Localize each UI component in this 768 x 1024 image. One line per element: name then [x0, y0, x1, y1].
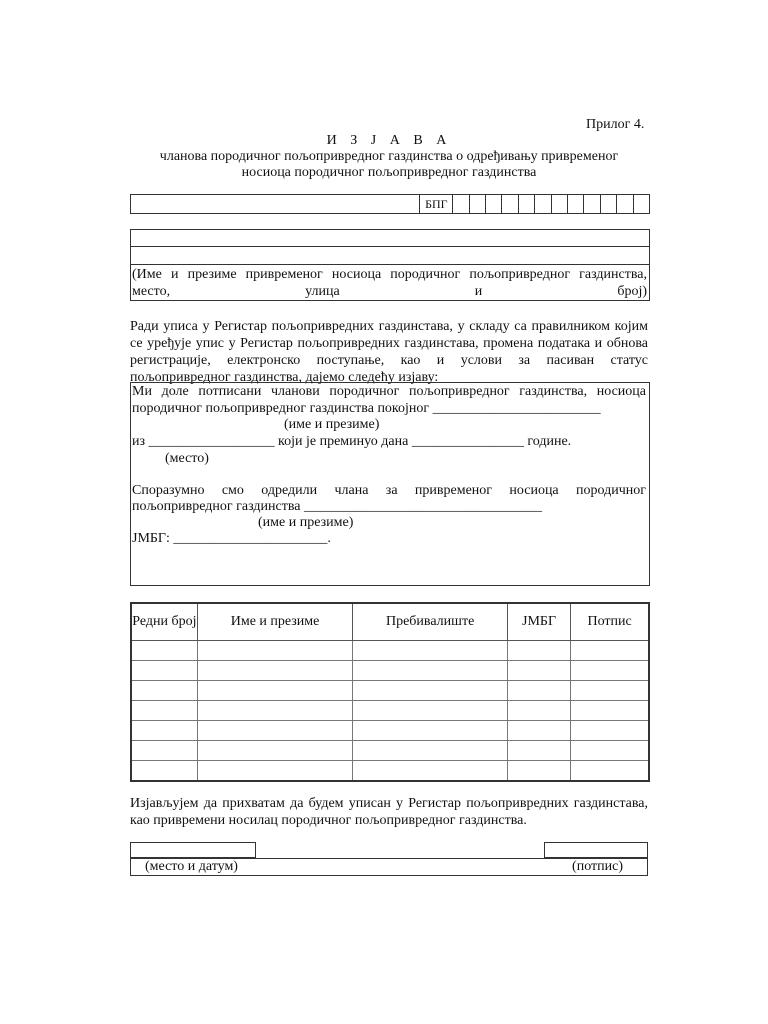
acceptance-statement: Изјављујем да прихватам да будем уписан у Регистар пољопривредних газдинстава, као привремени носилац породичног пољопривредног газдинства. [130, 796, 648, 828]
table-header-row [131, 603, 649, 641]
table-cell[interactable] [507, 761, 570, 782]
table-cell[interactable] [571, 721, 649, 741]
bpg-digit-cell[interactable] [584, 194, 600, 214]
bpg-label: БПГ [419, 194, 453, 214]
table-row [131, 661, 649, 681]
declaration-line: породичног пољопривредног газдинства покојног ________________________ [132, 401, 601, 416]
declaration-line: Споразумно смо одредили члана за привременог носиоца породичног [132, 483, 646, 498]
place-date-caption: (место и датум) [145, 859, 238, 874]
table-cell[interactable] [197, 721, 353, 741]
declaration-hint: (име и презиме) [258, 515, 354, 530]
document-title: И З Ј А В А [326, 133, 452, 148]
table-cell[interactable] [131, 701, 197, 721]
bpg-digit-cell[interactable] [502, 194, 518, 214]
subtitle-line-2: носиоца породичног пољопривредног газдинства [241, 165, 537, 180]
bpg-number-cells[interactable] [453, 194, 650, 214]
table-cell[interactable] [571, 761, 649, 782]
table-cell[interactable] [571, 661, 649, 681]
table-cell[interactable] [131, 741, 197, 761]
bpg-digit-cell[interactable] [568, 194, 584, 214]
table-cell[interactable] [507, 741, 570, 761]
bpg-digit-cell[interactable] [601, 194, 617, 214]
table-row [131, 761, 649, 782]
intro-paragraph: Ради уписа у Регистар пољопривредних газдинстава, у складу са правилником којим се уређује упис у Регистар пољопривредних газдинстава, промена података и обнова регистрације, електронско поступање, као и услови за пасиван статус пољопривредног газдинства, дајемо следећу изјаву: [130, 319, 648, 385]
table-cell[interactable] [353, 761, 508, 782]
table-cell[interactable] [197, 641, 353, 661]
bpg-digit-cell[interactable] [552, 194, 568, 214]
place-date-field[interactable] [130, 842, 256, 858]
table-cell[interactable] [353, 701, 508, 721]
table-cell[interactable] [507, 661, 570, 681]
holder-field-caption: (Име и презиме привременог носиоца породичног пољопривредног газдинства, место, улица и број) [132, 267, 647, 299]
declaration-line: из __________________ који је преминуо дана ________________ године. [132, 434, 572, 449]
column-header: ЈМБГ [507, 603, 570, 641]
table-cell[interactable] [131, 681, 197, 701]
table-cell[interactable] [197, 741, 353, 761]
declaration-box[interactable] [130, 382, 650, 586]
subtitle-line-1: чланова породичног пољопривредног газдинства о одређивању привременог [159, 149, 619, 164]
table-cell[interactable] [197, 761, 353, 782]
table-cell[interactable] [131, 641, 197, 661]
holder-field-line [131, 264, 649, 265]
bpg-digit-cell[interactable] [634, 194, 650, 214]
table-cell[interactable] [353, 641, 508, 661]
column-header: Потпис [571, 603, 649, 641]
document-subtitle [130, 149, 648, 181]
table-row [131, 681, 649, 701]
table-cell[interactable] [353, 721, 508, 741]
table-cell[interactable] [571, 701, 649, 721]
table-cell[interactable] [131, 721, 197, 741]
declaration-line: пољопривредног газдинства __________________________________ [132, 499, 542, 514]
annex-number: Прилог 4. [586, 117, 645, 132]
table-cell[interactable] [353, 661, 508, 681]
bpg-field-row [130, 194, 650, 214]
table-cell[interactable] [507, 681, 570, 701]
table-cell[interactable] [353, 741, 508, 761]
members-table [130, 602, 650, 782]
bpg-digit-cell[interactable] [486, 194, 502, 214]
bpg-digit-cell[interactable] [519, 194, 535, 214]
table-cell[interactable] [353, 681, 508, 701]
column-header: Редни број [131, 603, 197, 641]
table-cell[interactable] [507, 721, 570, 741]
table-cell[interactable] [197, 681, 353, 701]
bpg-digit-cell[interactable] [453, 194, 469, 214]
column-header: Име и презиме [197, 603, 353, 641]
table-row [131, 721, 649, 741]
table-cell[interactable] [507, 641, 570, 661]
signature-caption-row [130, 858, 648, 876]
table-cell[interactable] [197, 661, 353, 681]
declaration-line: Ми доле потписани чланови породичног пољопривредног газдинства, носиоца [132, 384, 646, 399]
signature-field[interactable] [544, 842, 648, 858]
table-cell[interactable] [131, 661, 197, 681]
members-table-body [131, 641, 649, 782]
signature-caption: (потпис) [572, 859, 623, 874]
table-cell[interactable] [571, 641, 649, 661]
table-row [131, 641, 649, 661]
declaration-hint: (место) [165, 451, 209, 466]
table-cell[interactable] [571, 741, 649, 761]
table-cell[interactable] [131, 761, 197, 782]
table-row [131, 741, 649, 761]
bpg-digit-cell[interactable] [535, 194, 551, 214]
table-row [131, 701, 649, 721]
bpg-digit-cell[interactable] [617, 194, 633, 214]
bpg-digit-cell[interactable] [470, 194, 486, 214]
table-cell[interactable] [571, 681, 649, 701]
holder-field-line [131, 246, 649, 247]
table-cell[interactable] [507, 701, 570, 721]
temporary-holder-field[interactable] [130, 229, 650, 301]
column-header: Пребивалиште [353, 603, 508, 641]
declaration-line: ЈМБГ: ______________________. [132, 531, 331, 546]
declaration-hint: (име и презиме) [284, 417, 380, 432]
table-cell[interactable] [197, 701, 353, 721]
bpg-blank-area [130, 194, 419, 214]
